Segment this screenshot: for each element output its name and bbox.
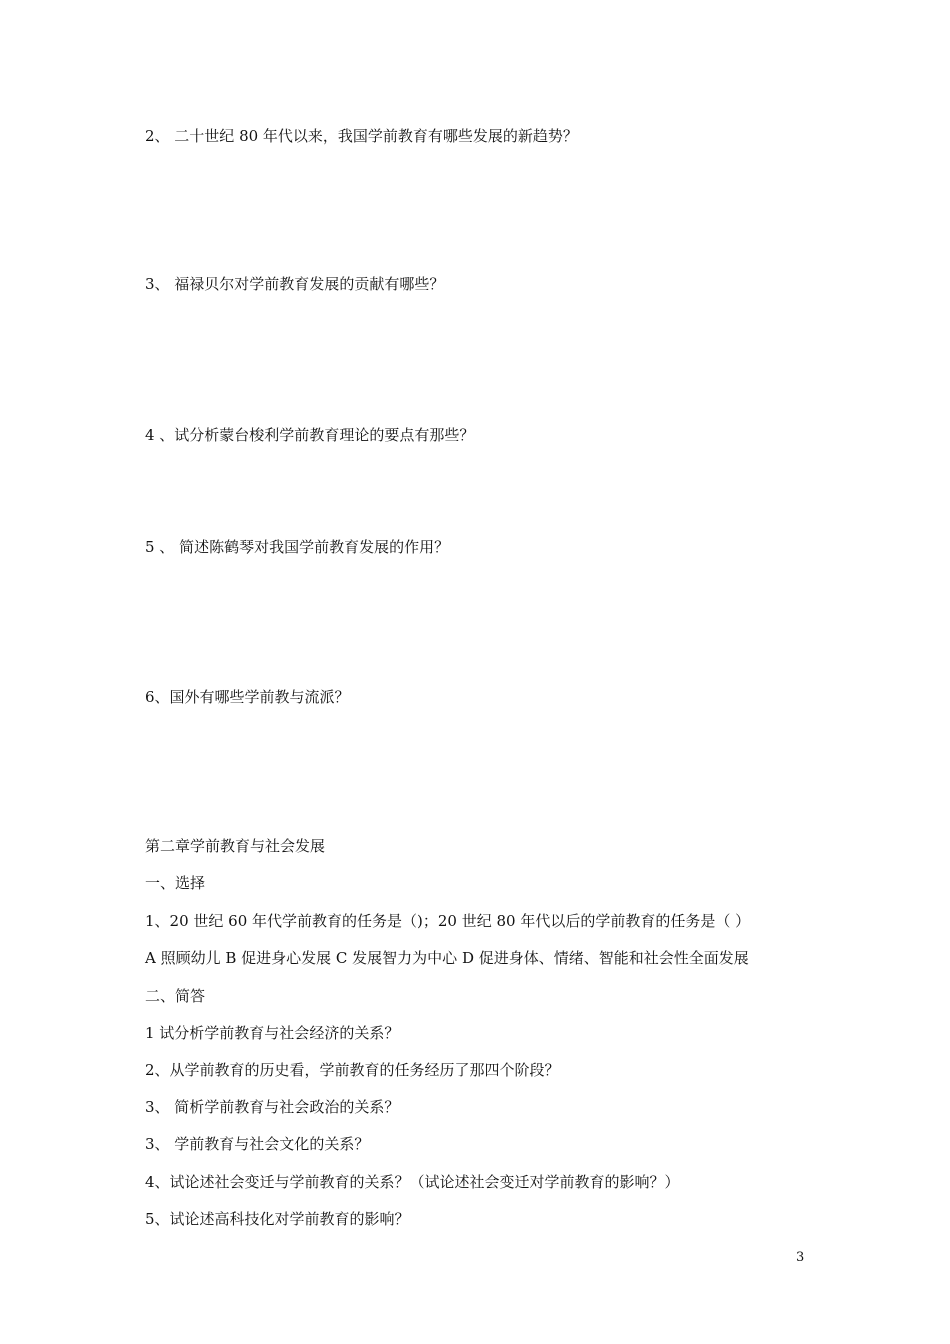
question-5: 5 、 简述陈鹤琴对我国学前教育发展的作用？	[145, 538, 450, 556]
section-short-answer-heading: 二、简答	[145, 987, 206, 1005]
short-question: 5、试论述高科技化对学前教育的影响？	[145, 1210, 410, 1228]
question-4: 4 、试分析蒙台梭利学前教育理论的要点有那些？	[145, 426, 475, 444]
choice-question: 1、20 世纪 60 年代学前教育的任务是（)；20 世纪 80 年代以后的学前教育的任务是（ ）	[145, 912, 751, 930]
section-choice-heading: 一、选择	[145, 874, 206, 892]
chapter-title: 第二章学前教育与社会发展	[145, 837, 326, 855]
question-3: 3、 福禄贝尔对学前教育发展的贡献有哪些？	[145, 275, 445, 293]
question-2: 2、 二十世纪 80 年代以来，我国学前教育有哪些发展的新趋势？	[145, 127, 578, 145]
short-question: 4、试论述社会变迁与学前教育的关系？（试论述社会变迁对学前教育的影响？）	[145, 1173, 680, 1191]
short-question: 3、 简析学前教育与社会政治的关系？	[145, 1098, 400, 1116]
page-number: 3	[796, 1250, 805, 1265]
short-question: 3、 学前教育与社会文化的关系？	[145, 1135, 370, 1153]
question-6: 6、国外有哪些学前教与流派？	[145, 688, 350, 706]
short-question: 2、从学前教育的历史看，学前教育的任务经历了那四个阶段？	[145, 1061, 560, 1079]
choice-options: A 照顾幼儿 B 促进身心发展 C 发展智力为中心 D 促进身体、情绪、智能和社会性全面发展	[145, 949, 749, 967]
short-question: 1 试分析学前教育与社会经济的关系？	[145, 1024, 400, 1042]
